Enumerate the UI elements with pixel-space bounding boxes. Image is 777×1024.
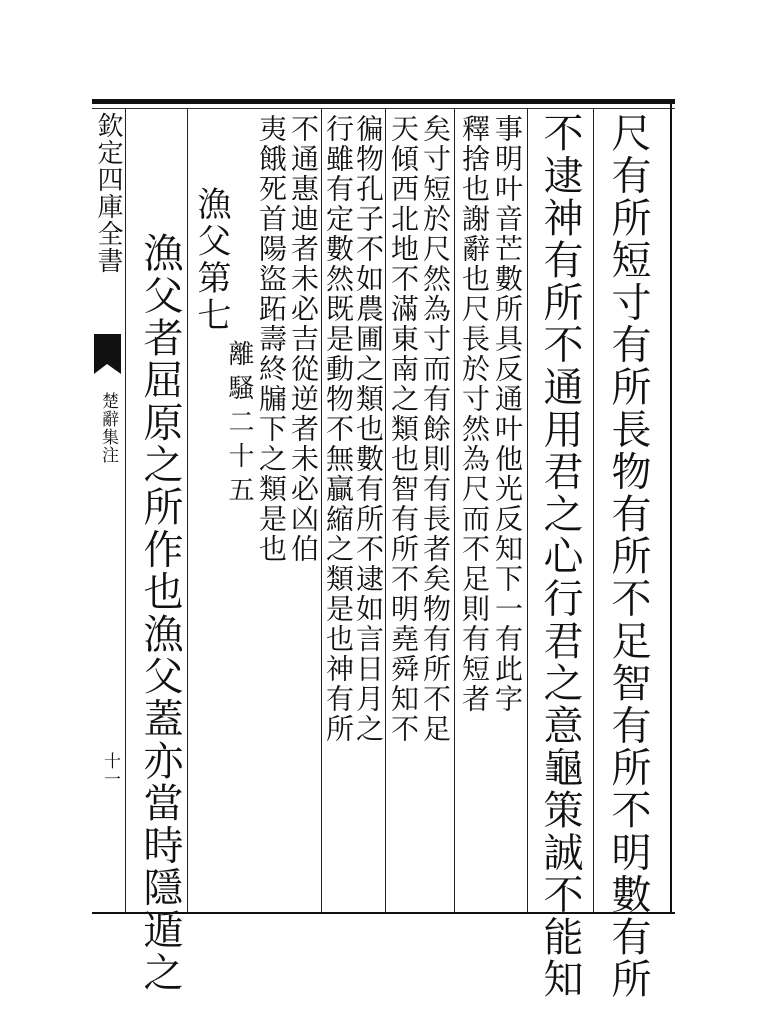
gutter-divider bbox=[125, 108, 126, 912]
column-divider bbox=[454, 108, 455, 912]
top-border-thin bbox=[92, 108, 675, 109]
commentary-column-6: 行雖有定數然既是動物不無贏縮之類是也神有所 bbox=[322, 114, 355, 744]
main-text-column-2: 不逮神有所不通用君之心行君之意龜策誠不能知 bbox=[537, 112, 583, 1001]
page-number: 十一 bbox=[100, 752, 120, 788]
column-divider bbox=[527, 108, 528, 912]
commentary-column-1: 事明叶音芒數所具反通叶他光反知下一有此字 bbox=[491, 114, 524, 714]
fish-tail-mark-icon bbox=[92, 334, 123, 374]
book-title: 楚辭集注 bbox=[98, 392, 118, 464]
commentary-column-3: 矣寸短於尺然為寸而有餘則有長者矣物有所不足 bbox=[419, 114, 452, 744]
chapter-subtitle: 離騷二十五 bbox=[224, 340, 254, 510]
column-divider bbox=[385, 108, 386, 912]
series-title: 欽定四庫全書 bbox=[93, 112, 123, 274]
commentary-column-2: 釋捨也謝辭也尺長於寸然為尺而不足則有短者 bbox=[458, 114, 491, 714]
column-divider bbox=[593, 108, 594, 912]
chapter-intro-text: 漁父者屈原之所作也漁父蓋亦當時隱遁之 bbox=[137, 232, 183, 994]
commentary-column-7: 不通惠迪者未必吉從逆者未必凶伯 bbox=[287, 114, 320, 564]
commentary-column-5: 徧物孔子不如農圃之類也數有所不逮如言日月之 bbox=[352, 114, 385, 744]
commentary-column-4: 天傾西北地不滿東南之類也智有所不明堯舜知不 bbox=[387, 114, 420, 744]
top-border-thick bbox=[92, 99, 675, 104]
main-text-column-1: 尺有所短寸有所長物有所不足智有所不明數有所 bbox=[605, 112, 651, 1001]
right-border bbox=[670, 99, 672, 914]
commentary-column-8: 夷餓死首陽盜跖壽終牖下之類是也 bbox=[255, 114, 288, 564]
chapter-title: 漁父第七 bbox=[191, 186, 231, 334]
column-divider bbox=[187, 108, 188, 912]
